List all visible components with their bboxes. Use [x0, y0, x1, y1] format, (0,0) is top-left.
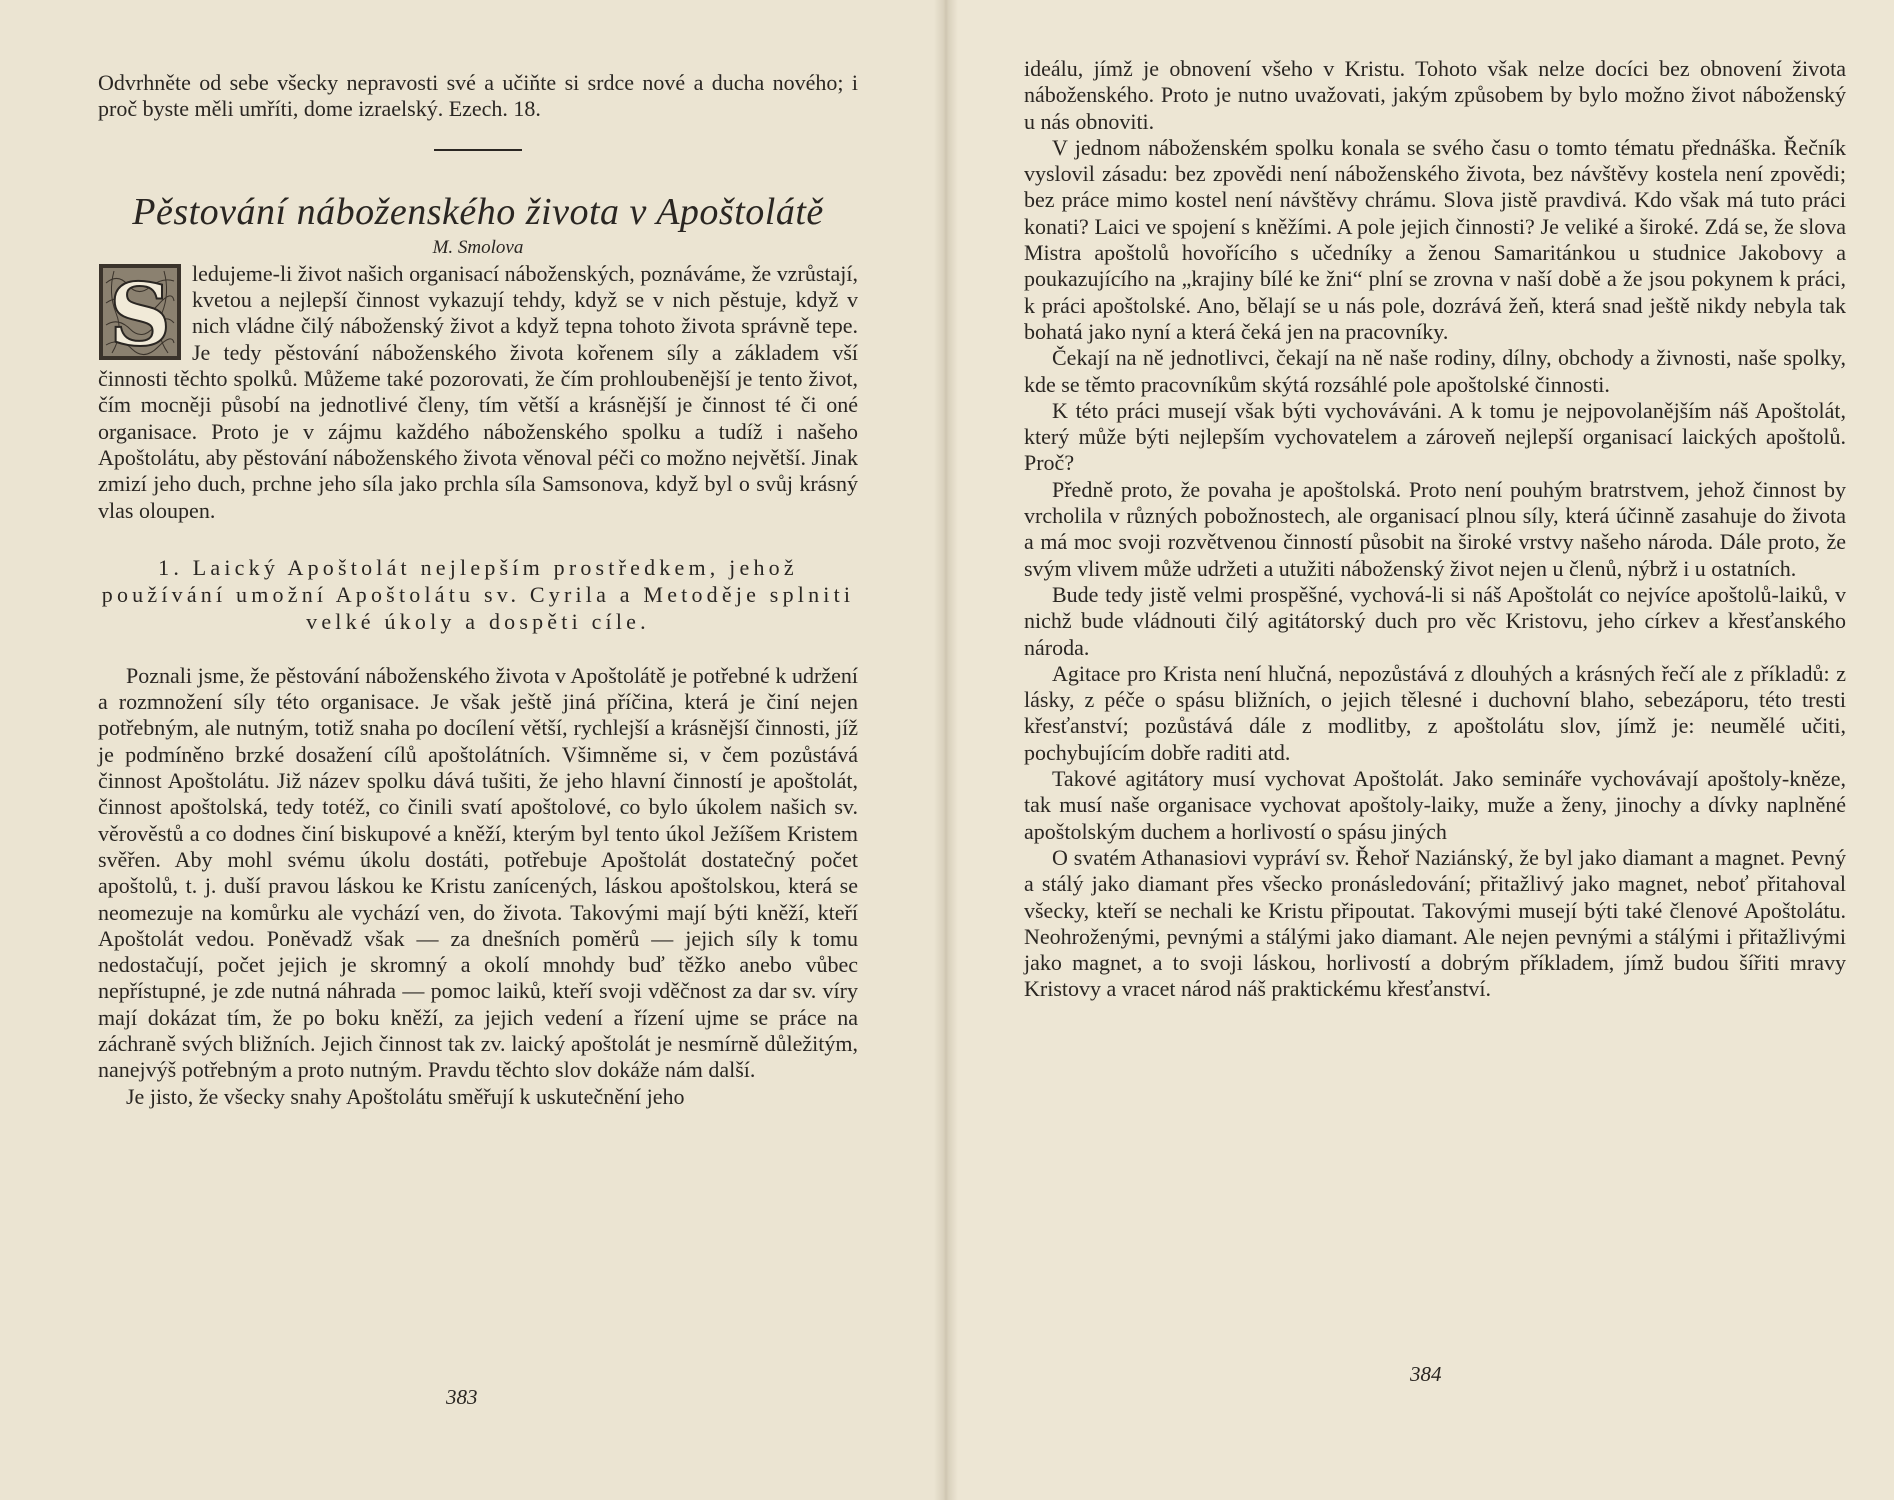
body-paragraph: Předně proto, že povaha je apoštolská. Proto není pouhým bratrstvem, jehož činnost by vrcholila v různých pobožnostech, ale organisací plnou síly, která účinně zasahuje do života a má moc svoji rozvětvenou činností působit na široké vrstvy našeho národa. Dále proto, že svým vlivem může udržeti a utužiti náboženský život nejen u členů, nýbrž i u ostatních. [1024, 476, 1846, 581]
body-paragraph: Takové agitátory musí vychovat Apoštolát. Jako semináře vychovávají apoštoly-kněze, tak musí naše organisace vychovat apoštoly-laiky, muže a ženy, jinochy a dívky naplněné apoštolským duchem a horlivostí o spásu jiných [1024, 766, 1846, 844]
body-paragraph: O svatém Athanasiovi vypráví sv. Řehoř Naziánský, že byl jako diamant a magnet. Pevný a stálý jako diamant přes všecko pronásledování; přitažlivý jako magnet, neboť přitahoval všecky, kteří se nechali ke Kristu připoutat. Takovými musejí býti také členové Apoštolátu. Neohroženými, pevnými a stálými jako diamant. Ale nejen pevnými a stálými i přitažlivými jako magnet, a to svoji láskou, horlivostí a dobrým příkladem, jímž budou šířiti mravy Kristovy a vracet národ náš praktickému křesťanství. [1024, 844, 1846, 1002]
body-paragraph: Bude tedy jistě velmi prospěšné, vychová-li si náš Apoštolát co nejvíce apoštolů-laiků, v nichž bude vládnouti čilý agitátorský duch pro věc Kristovu, jeho církev a křesťanského národa. [1024, 581, 1846, 660]
epigraph: Odvrhněte od sebe všecky nepravosti své a učiňte si srdce nové a ducha nového; i proč byste měli umříti, dome izraelský. Ezech. 18. [98, 70, 858, 122]
svg-text:S: S [108, 264, 172, 361]
article-author: M. Smolova [432, 236, 524, 258]
body-paragraph: V jednom náboženském spolku konala se svého času o tomto tématu přednáška. Řečník vyslovil zásadu: bez zpovědi není náboženského života, bez návštěvy kostela není zpovědi; bez práce mimo kostel není návštěvy chrámu. Slova jistě pravdivá. Kdo však má tuto práci konati? Laici ve spojení s kněžími. A pole jejich činnosti? Je veliké a široké. Zdá se, že slova Mistra apoštolů hovořícího s učedníky a ženou Samaritánkou u studnice Jakobovy a poukazujícího na „krajiny bílé ke žni“ plní se zrovna v naší době a že jsou pokynem k práci, k práci apoštolské. Ano, bělají se u nás pole, dozrává žeň, která snad ještě nikdy nebyla tak bohatá jako nyní a která čeká jen na pracovníky. [1024, 134, 1846, 344]
book-gutter [934, 0, 958, 1500]
intro-paragraph: ledujeme-li život našich organisací náboženských, poznáváme, že vzrůstají, kvetou a nejlepší činnost vykazují tehdy, když se v nich pěstuje, když v nich vládne čilý náboženský život a když tepna tohoto života správně tepe. Je tedy pěstování náboženského života kořenem síly a základem vší činnosti těchto spolků. Můžeme také pozorovati, že čím prohloubenější je tento život, čím mocněji působí na jednotlivé členy, tím větší a krásnější je činnost té či oné organisace. Proto je v zájmu každého náboženského spolku a tudíž i našeho Apoštolátu, aby pěstování náboženského života věnoval péči co možno největší. Jinak zmizí jeho duch, prchne jeho síla jako prchla síla Samsonova, když byl o svůj krásný vlas oloupen. [98, 260, 858, 523]
left-column [98, 70, 858, 1110]
body-paragraph: K této práci musejí však býti vychováváni. A k tomu je nejpovolanějším náš Apoštolát, který může býti nejlepším vychovatelem a zároveň nejlepší organisací laických apoštolů. Proč? [1024, 397, 1846, 476]
page-number-right: 384 [1410, 1362, 1442, 1386]
separator-rule [434, 149, 522, 151]
article-title: Pěstování náboženského života v Apoštolátě [132, 190, 824, 233]
page-number-left: 383 [446, 1385, 478, 1409]
body-paragraph: Čekají na ně jednotlivci, čekají na ně naše rodiny, dílny, obchody a živnosti, naše spolky, kde se těmto pracovníkům skýtá rozsáhlé pole apoštolské činnosti. [1024, 345, 1846, 397]
body-paragraph: Poznali jsme, že pěstování náboženského života v Apoštolátě je potřebné k udržení a rozmnožení síly této organisace. Je však ještě jiná příčina, která je činí nejen potřebným, ale nutným, totiž snaha po docílení větší, rychlejší a krásnější činnosti, jíž je podmíněno brzké dosažení cílů apoštolátních. Všimněme si, v čem pozůstává činnost Apoštolátu. Již název spolku dává tušiti, že jeho hlavní činností je apoštolát, činnost apoštolská, tedy totéž, co činili svatí apoštolové, co bylo úkolem našich sv. věrověstů a co dodnes činí biskupové a kněží, kterým byl tento úkol Ježíšem Kristem svěřen. Aby mohl svému úkolu dostáti, potřebuje Apoštolát dostatečný počet apoštolů, t. j. duší pravou láskou ke Kristu zanícených, láskou apoštolskou, která se neomezuje na komůrku ale vychází ven, do života. Takovými mají býti kněží, kteří Apoštolát vedou. Poněvadž však — za dnešních poměrů — jejich síly k tomu nedostačují, počet jejich je skromný a okolí mnohdy buď těžko anebo vůbec nepřístupné, je zde nutná náhrada — pomoc laiků, kteří svoji vděčnost za dar sv. víry mají dokázat tím, že po boku kněží, za jejich vedení a řízení ujme se práce na záchraně svých bližních. Jejich činnost tak zv. laický apoštolát je nesmírně důležitým, nanejvýš potřebným a proto nutným. Pravdu těchto slov dokáže nám další. [98, 662, 858, 1083]
body-paragraph: Agitace pro Krista není hlučná, nepozůstává z dlouhých a krásných řečí ale z příkladů: z lásky, z péče o spásu bližních, o jejich tělesné i duchovní blaho, sebezáporu, této tresti křesťanství; pozůstává dále z modlitby, z apoštolátu slov, jímž je: neumělé učiti, pochybujícím dobře raditi atd. [1024, 660, 1846, 765]
section-heading: 1. Laický Apoštolát nejlepším prostředkem, jehož používání umožní Apoštolátu sv. Cyrila a Metoděje splniti velké úkoly a dospěti cíle. [101, 554, 855, 634]
dropcap-s-ornament [98, 263, 182, 361]
right-column [1024, 56, 1846, 1003]
body-paragraph: ideálu, jímž je obnovení všeho v Kristu. Tohoto však nelze docíci bez obnovení života náboženského. Proto je nutno uvažovati, jakým způsobem by bylo možno život náboženský u nás obnoviti. [1024, 56, 1846, 134]
body-paragraph: Je jisto, že všecky snahy Apoštolátu směřují k uskutečnění jeho [126, 1083, 685, 1109]
